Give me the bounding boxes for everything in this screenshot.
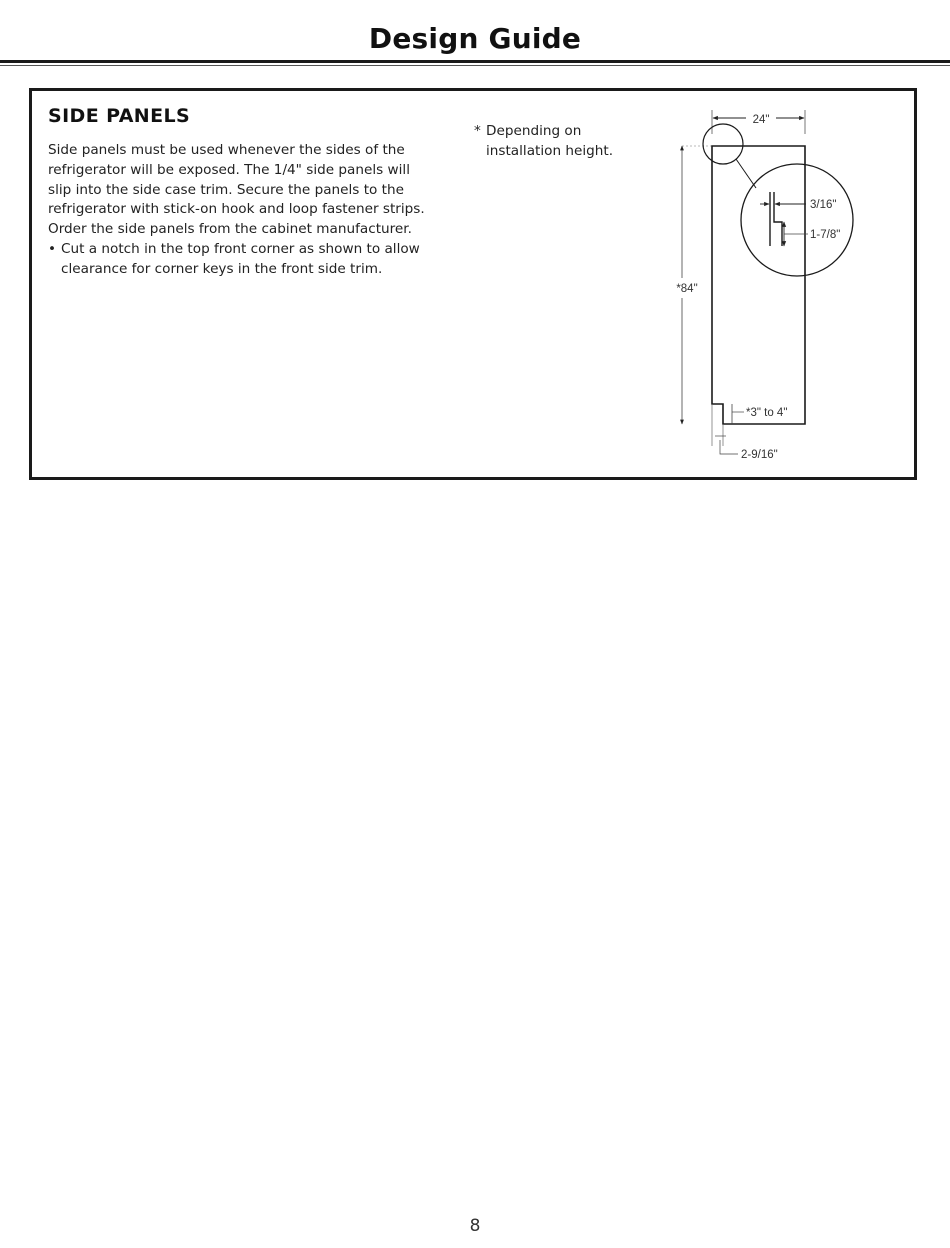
height-dimension [676, 146, 712, 424]
footnote [474, 122, 654, 162]
bullet-text: Cut a notch in the top front corner as shown to allow clearance for corner keys in the front side trim. [61, 241, 420, 277]
side-panel-outline [712, 146, 805, 424]
base-offset-dimension [715, 436, 778, 461]
page-number: 8 [469, 1216, 481, 1236]
notch-detail [741, 164, 853, 276]
footnote-asterisk: * [474, 123, 481, 139]
side-panel-diagram [660, 96, 910, 466]
bullet-item [48, 240, 448, 280]
base-height-label: *3" to 4" [746, 407, 788, 419]
section-heading: SIDE PANELS [48, 105, 191, 127]
section-body-text: Side panels must be used whenever the sides of the refrigerator will be exposed. The 1/4" side panels will slip into the side case trim. Secure the panels to the refrigerator with stick-on hook and loop fastener strips. Order the side panels from the cabinet manufacturer. [48, 142, 425, 238]
title-divider-thin [0, 65, 950, 66]
page-title: Design Guide [368, 22, 582, 55]
bullet-symbol: • [48, 241, 57, 257]
detail-callout-circle [703, 124, 743, 164]
title-divider [0, 60, 950, 63]
width-label: 24" [752, 114, 770, 126]
base-height-dimension [732, 404, 787, 424]
width-dimension [712, 110, 805, 134]
base-offset-label: 2-9/16" [741, 449, 778, 461]
notch-width-label: 3/16" [810, 199, 837, 211]
height-label: *84" [676, 283, 698, 295]
notch-depth-label: 1-7/8" [810, 229, 841, 241]
footnote-text: Depending on installation height. [486, 123, 614, 159]
